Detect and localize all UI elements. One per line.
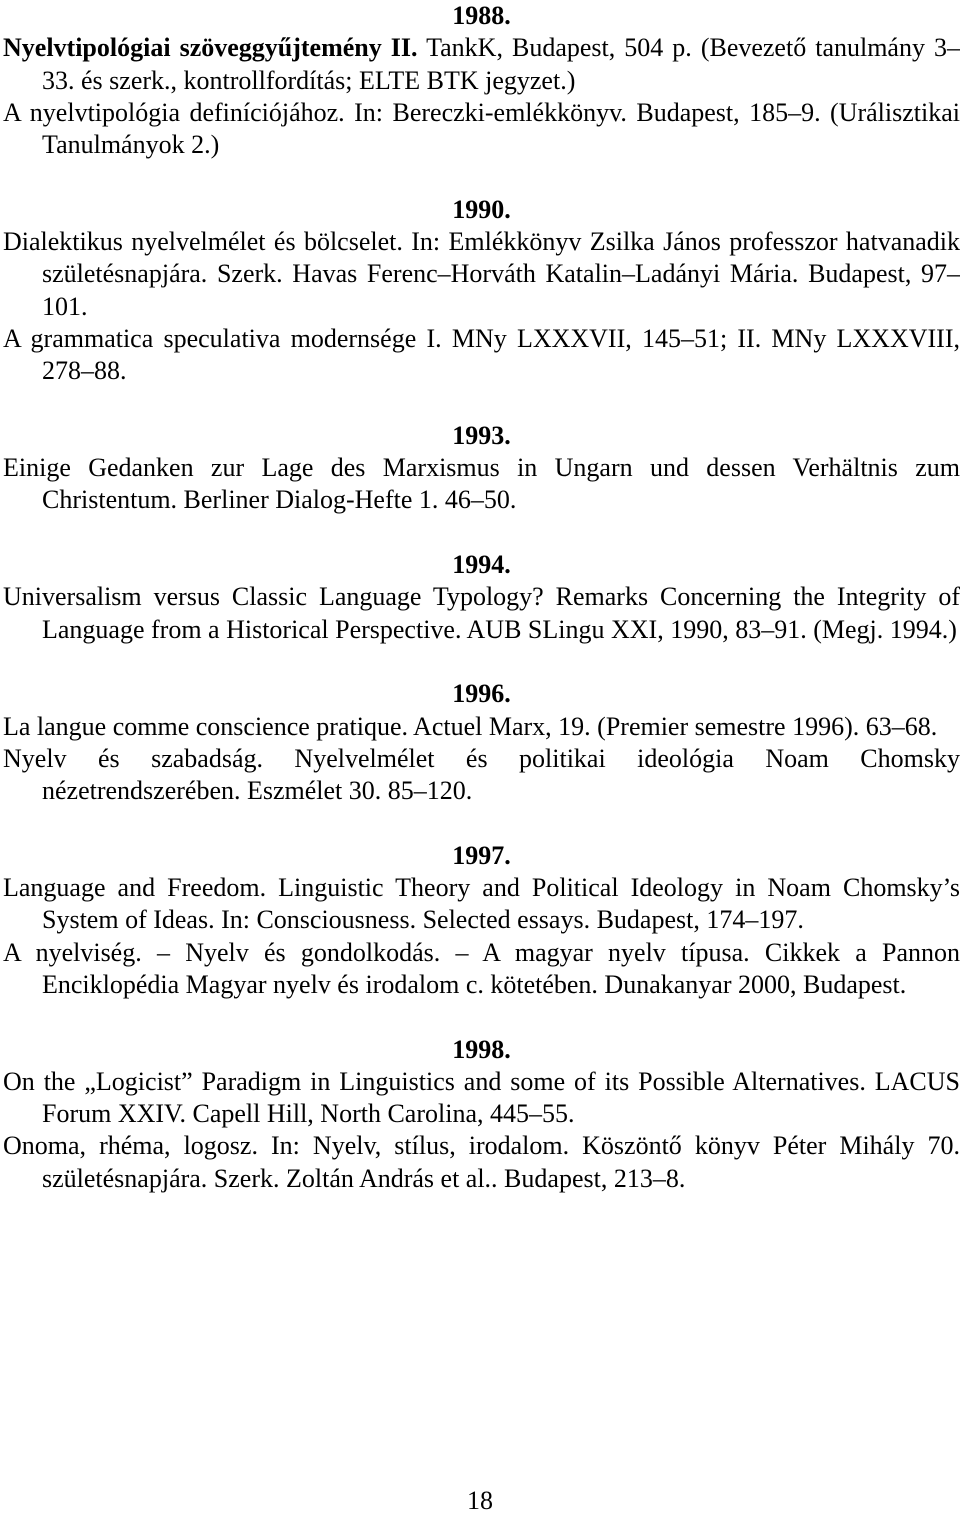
bibliography-entry xyxy=(3,32,960,97)
bibliography-entry: A grammatica speculativa modernsége I. MNy LXXXVII, 145–51; II. MNy LXXXVIII, 278–88. xyxy=(3,323,960,386)
bibliography-entry: Onoma, rhéma, logosz. In: Nyelv, stílus, irodalom. Köszöntő könyv Péter Mihály 70. születésnapjára. Szerk. Zoltán András et al.. Budapest, 213–8. xyxy=(3,1131,960,1193)
year-heading: 1990. xyxy=(452,194,511,224)
year-heading: 1996. xyxy=(452,679,511,709)
bibliography-entry: Einige Gedanken zur Lage des Marxismus in Ungarn und dessen Verhältnis zum Christentum. Berliner Dialog-Hefte 1. 46–50. xyxy=(3,453,960,515)
bibliography-entry: Nyelv és szabadság. Nyelvelmélet és politikai ideológia Noam Chomsky nézetrendszerében. Eszmélet 30. 85–120. xyxy=(3,743,960,806)
bibliography-entry: La langue comme conscience pratique. Actuel Marx, 19. (Premier semestre 1996). 63–68. xyxy=(3,711,938,741)
year-heading: 1998. xyxy=(452,1034,511,1064)
bibliography-entry: A nyelviség. – Nyelv és gondolkodás. – A magyar nyelv típusa. Cikkek a Pannon Enciklopédia Magyar nyelv és irodalom c. kötetében. Dunakanyar 2000, Budapest. xyxy=(3,937,960,999)
page-number: 18 xyxy=(467,1486,493,1515)
entry-title-bold: Nyelvtipológiai szöveggyűjtemény II. xyxy=(3,33,418,63)
bibliography-entry: Dialektikus nyelvelmélet és bölcselet. In: Emlékkönyv Zsilka János professzor hatvanadik születésnapjára. Szerk. Havas Ferenc–Horváth Katalin–Ladányi Mária. Budapest, 97–101. xyxy=(3,227,960,321)
bibliography xyxy=(3,0,960,1195)
year-heading: 1988. xyxy=(452,1,511,30)
entry-text: TankK, Budapest, 504 p. (Bevezető tanulmány 3–33. és szerk., kontrollfordítás; ELTE BTK jegyzet.) xyxy=(42,33,960,95)
bibliography-entry: A nyelvtipológia definíciójához. In: Bereczki-emlékkönyv. Budapest, 185–9. (Urálisztikai Tanulmányok 2.) xyxy=(3,97,960,160)
bibliography-entry: On the „Logicist” Paradigm in Linguistics and some of its Possible Alternatives. LACUS Forum XXIV. Capell Hill, North Carolina, 445–55. xyxy=(3,1066,960,1129)
year-heading: 1994. xyxy=(452,550,511,580)
year-heading: 1997. xyxy=(452,840,511,870)
bibliography-entry: Language and Freedom. Linguistic Theory and Political Ideology in Noam Chomsky’s System of Ideas. In: Consciousness. Selected essays. Budapest, 174–197. xyxy=(3,873,960,935)
year-heading: 1993. xyxy=(452,420,511,450)
bibliography-entry: Universalism versus Classic Language Typology? Remarks Concerning the Integrity of Language from a Historical Perspective. AUB SLingu XXI, 1990, 83–91. (Megj. 1994.) xyxy=(3,582,960,644)
